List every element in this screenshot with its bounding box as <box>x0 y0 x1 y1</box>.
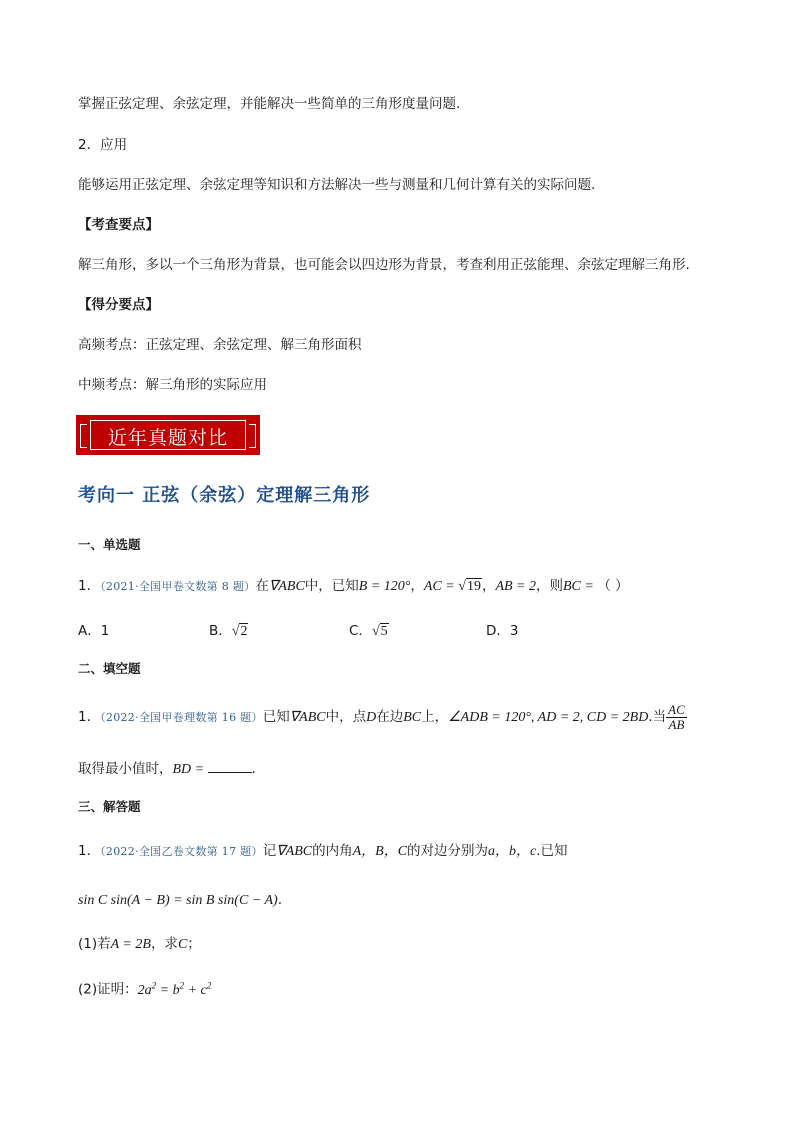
part3-heading: 三、解答题 <box>78 799 141 814</box>
condition-angle-b: B = 120° <box>358 579 411 594</box>
question-text: 上， <box>421 709 449 725</box>
side-vars: a，b，c <box>488 844 537 859</box>
option-b[interactable]: B．√2 <box>209 623 248 639</box>
section-banner <box>76 415 260 455</box>
option-a[interactable]: A．1 <box>78 623 110 639</box>
part3-question-1 <box>78 842 568 861</box>
question-text: 取得最小值时， <box>78 761 173 777</box>
question-text: ，则 <box>536 578 563 594</box>
sub1-condition: A = 2B <box>110 937 151 952</box>
question-text: 在边 <box>376 709 404 725</box>
banner-text: 近年真题对比 <box>107 427 228 449</box>
score-points-high: 高频考点：正弦定理、余弦定理、解三角形面积 <box>78 337 362 353</box>
sub1-var: C <box>177 937 188 952</box>
exam-points-text: 解三角形，多以一个三角形为背景，也可能会以四边形为背景，考查利用正弦能理、余弦定理解三角形. <box>78 257 690 273</box>
question-text: 已知 <box>262 709 290 725</box>
answer-blank[interactable] <box>208 760 252 773</box>
part1-question-1 <box>78 577 629 596</box>
sub-question-label: (2)证明： <box>78 981 138 998</box>
ask-bc: BC = <box>563 579 598 594</box>
score-points-heading: 【得分要点】 <box>78 297 159 313</box>
ask-bd: BD = <box>172 762 208 777</box>
edge-bc: BC <box>403 710 422 725</box>
question-number: 1． <box>78 709 101 725</box>
score-points-mid: 中频考点：解三角形的实际应用 <box>78 377 267 393</box>
period: . <box>277 892 283 908</box>
question-text: 记 <box>262 843 277 859</box>
objective-line-2: 能够运用正弦定理、余弦定理等知识和方法解决一些与测量和几何计算有关的实际问题. <box>78 177 596 193</box>
question-text: 中，点 <box>325 709 367 725</box>
given-equation: sin C sin(A − B) = sin B sin(C − A) <box>78 893 278 908</box>
question-text: 在 <box>255 578 269 594</box>
part3-equation <box>78 891 282 910</box>
part3-sub-2 <box>78 976 211 1000</box>
question-source: （2022·全国甲卷理数第 16 题） <box>100 711 263 724</box>
separator: ， <box>481 578 496 594</box>
part2-question-1 <box>78 700 687 735</box>
question-text: 的内角 <box>312 843 353 859</box>
part2-heading: 二、填空题 <box>78 661 141 676</box>
question-text: 中，已知 <box>304 578 359 594</box>
part1-heading: 一、单选题 <box>78 537 141 552</box>
angle-vars: A，B，C <box>352 844 408 859</box>
part2-question-1-line2 <box>78 760 256 779</box>
answer-paren: （ ） <box>597 578 629 594</box>
identity-to-prove: $2a^2 = b^2 + c^2$ <box>137 980 212 998</box>
condition-ab: AB = 2 <box>495 579 536 594</box>
question-source: （2021·全国甲卷文数第 8 题） <box>100 580 256 593</box>
option-d[interactable]: D．3 <box>486 623 519 639</box>
triangle-symbol: ∇ABC <box>268 579 305 594</box>
question-text: 的对边分别为 <box>407 843 489 859</box>
exam-points-heading: 【考查要点】 <box>78 217 159 233</box>
objective-line-1: 掌握正弦定理、余弦定理，并能解决一些简单的三角形度量问题. <box>78 96 461 112</box>
objective-item-2-label: 2．应用 <box>78 137 128 153</box>
question-source: （2022·全国乙卷文数第 17 题） <box>100 845 263 858</box>
question-number: 1． <box>78 843 101 859</box>
punctuation: ； <box>187 936 201 952</box>
question-text: ，求 <box>150 936 178 952</box>
fraction-ac-ab: $\frac{AC}{AB}$ <box>668 701 685 732</box>
separator: ， <box>410 578 424 594</box>
question-text: .当 <box>648 709 667 725</box>
question-number: 1． <box>78 578 101 594</box>
condition-ac: AC = √19 <box>423 579 481 594</box>
question-text: .已知 <box>536 843 568 859</box>
conditions: ∠ADB = 120°, AD = 2, CD = 2BD <box>448 710 649 725</box>
point-d: D <box>366 710 377 725</box>
section-title: 考向一 正弦（余弦）定理解三角形 <box>78 485 371 506</box>
option-c[interactable]: C．√5 <box>349 623 388 639</box>
sub-question-label: (1)若 <box>78 936 111 952</box>
period: . <box>251 761 256 777</box>
triangle-symbol: ∇ABC <box>276 844 313 859</box>
part3-sub-1 <box>78 935 201 954</box>
triangle-symbol: ∇ABC <box>289 710 326 725</box>
